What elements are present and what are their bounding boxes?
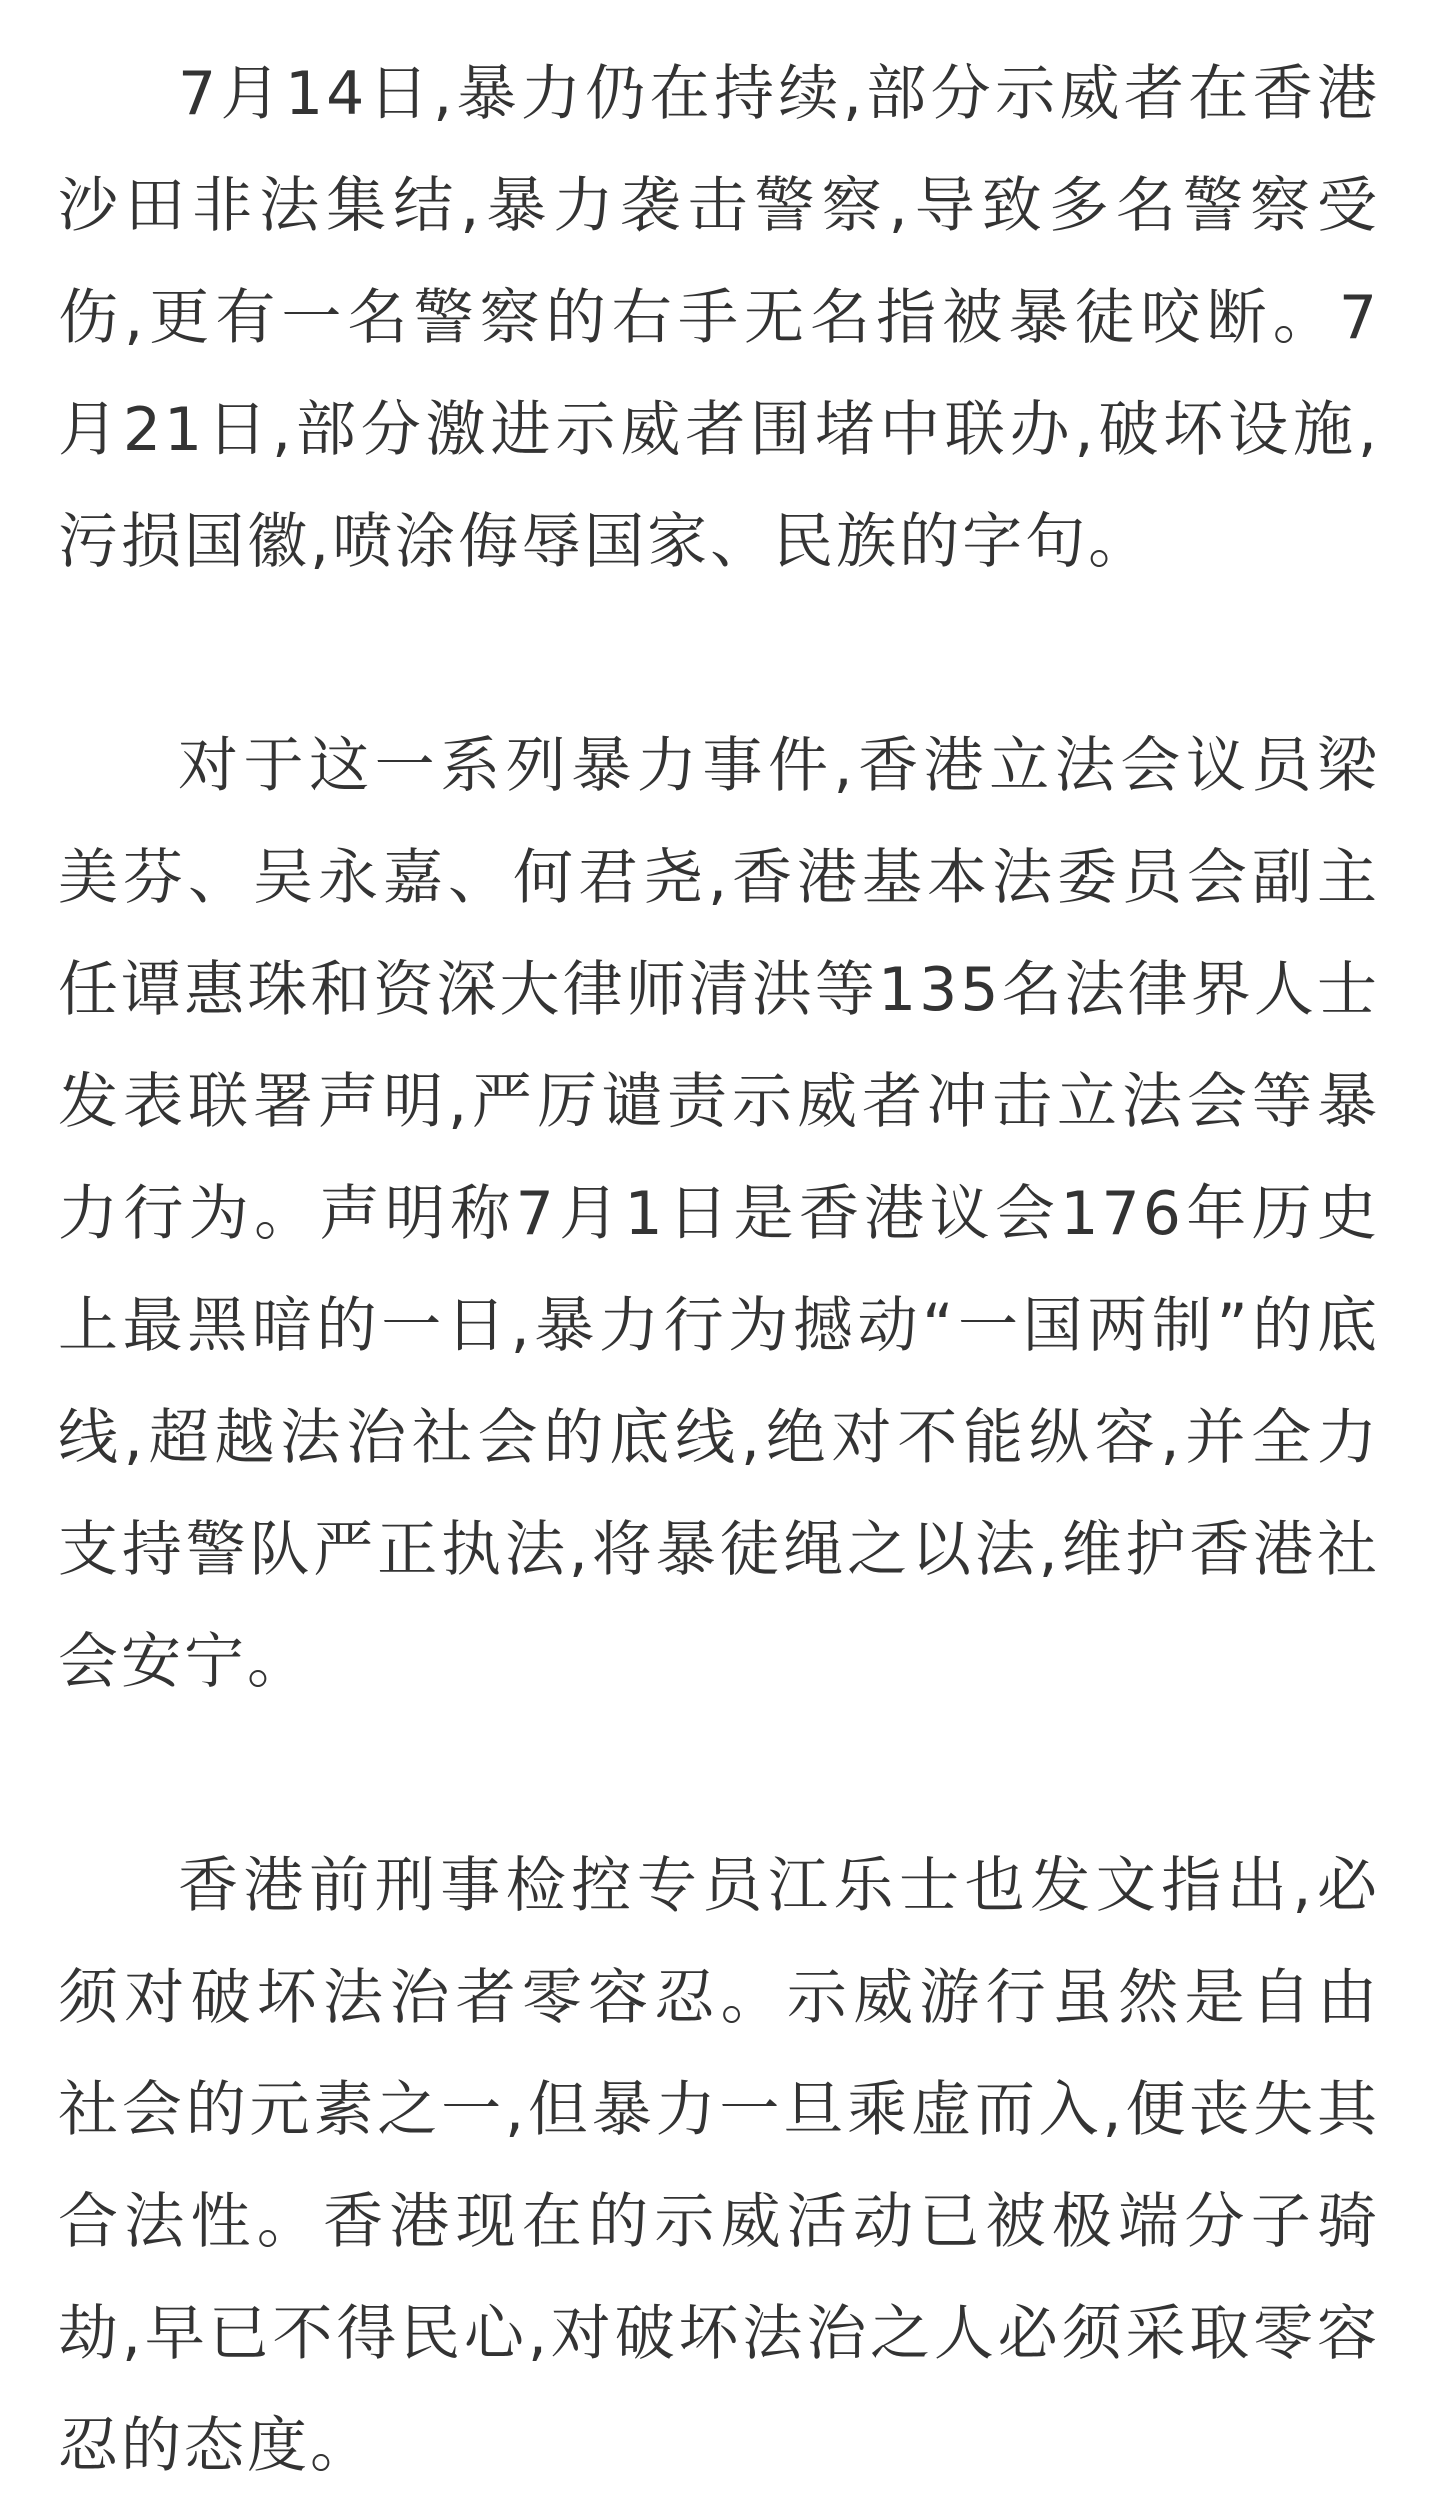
paragraph-legal-sector-statement: 对于这一系列暴力事件,香港立法会议员梁美芬、吴永嘉、何君尧,香港基本法委员会副主任谭惠珠和资深大律师清洪等135名法律界人士发表联署声明,严厉谴责示威者冲击立法会等暴力行为。声明称7月1日是香港议会176年历史上最黑暗的一日,暴力行为撼动“一国两制”的底线,超越法治社会的底线,绝对不能纵容,并全力支持警队严正执法,将暴徒绳之以法,维护香港社会安宁。: [58, 731, 1380, 1697]
paragraph-zero-tolerance: 香港前刑事检控专员江乐士也发文指出,必须对破坏法治者零容忍。示威游行虽然是自由社会的元素之一,但暴力一旦乘虚而入,便丧失其合法性。香港现在的示威活动已被极端分子骑劫,早已不得民心,对破坏法治之人必须采取零容忍的态度。: [58, 1851, 1380, 2481]
paragraph-violence-events: 7月14日,暴力仍在持续,部分示威者在香港沙田非法集结,暴力袭击警察,导致多名警察受伤,更有一名警察的右手无名指被暴徒咬断。7月21日,部分激进示威者围堵中联办,破坏设施,污损国徽,喷涂侮辱国家、民族的字句。: [58, 59, 1380, 577]
article-body: [58, 38, 1380, 2502]
